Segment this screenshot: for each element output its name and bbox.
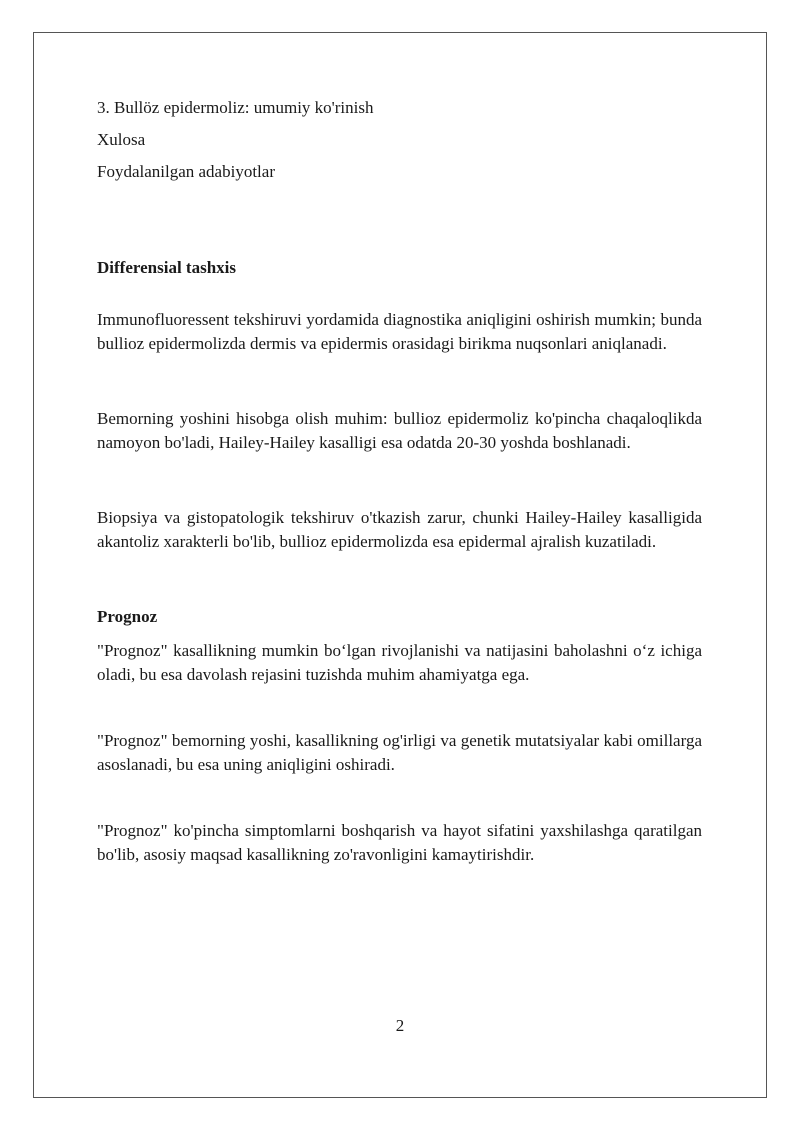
toc-item: 3. Bullöz epidermoliz: umumiy ko'rinish xyxy=(97,98,374,117)
toc-item: Foydalanilgan adabiyotlar xyxy=(97,162,275,181)
paragraph: "Prognoz" kasallikning mumkin bo‘lgan rivojlanishi va natijasini baholashni o‘z ichiga oladi, bu esa davolash rejasini tuzishda muhim ahamiyatga ega. xyxy=(97,641,702,684)
paragraph: Bemorning yoshini hisobga olish muhim: bullioz epidermoliz ko'pincha chaqaloqlikda namoyon bo'ladi, Hailey-Hailey kasalligi esa odatda 20-30 yoshda boshlanadi. xyxy=(97,409,702,452)
section-heading-prognosis: Prognoz xyxy=(97,607,158,626)
page-number: 2 xyxy=(395,1016,405,1035)
paragraph: Immunofluoressent tekshiruvi yordamida diagnostika aniqligini oshirish mumkin; bunda bullioz epidermolizda dermis va epidermis orasidagi birikma nuqsonlari aniqlanadi. xyxy=(97,310,702,353)
paragraph: Biopsiya va gistopatologik tekshiruv o'tkazish zarur, chunki Hailey-Hailey kasalligida akantoliz xarakterli bo'lib, bullioz epidermolizda esa epidermal ajralish kuzatiladi. xyxy=(97,508,702,551)
paragraph: "Prognoz" bemorning yoshi, kasallikning og'irligi va genetik mutatsiyalar kabi omillarga asoslanadi, bu esa uning aniqligini oshiradi. xyxy=(97,731,702,774)
paragraph: "Prognoz" ko'pincha simptomlarni boshqarish va hayot sifatini yaxshilashga qaratilgan bo'lib, asosiy maqsad kasallikning zo'ravonligini kamaytirishdir. xyxy=(97,821,702,864)
section-heading-differential: Differensial tashxis xyxy=(97,258,236,277)
toc-item: Xulosa xyxy=(97,130,146,149)
page-content xyxy=(97,96,702,867)
